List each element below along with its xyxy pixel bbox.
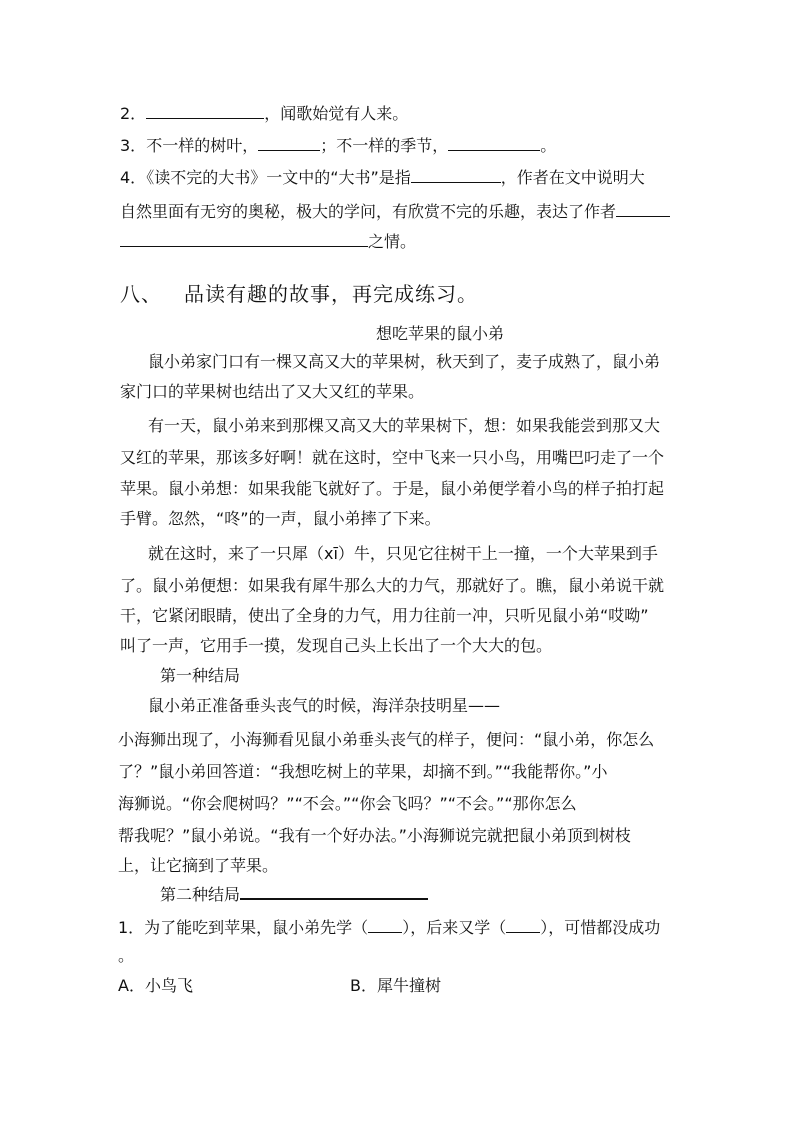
story-line: 就在这时，来了一只犀（xī）牛，只见它往树干上一撞，一个大苹果到手: [148, 544, 658, 563]
answer-blank[interactable]: [411, 164, 501, 183]
answer-blank[interactable]: [258, 132, 320, 151]
question-1-wrap: 。: [118, 946, 135, 965]
story-line: 有一天，鼠小弟来到那棵又高又大的苹果树下，想：如果我能尝到那又大: [148, 416, 661, 435]
item-text: ，闻歌始觉有人来。: [264, 104, 409, 123]
answer-blank[interactable]: [146, 100, 264, 119]
story-line: 上，让它摘到了苹果。: [118, 856, 279, 875]
item-2: [120, 100, 794, 126]
story-line: 苹果。鼠小弟想：如果我能飞就好了。于是，鼠小弟便学着小鸟的样子拍打起: [120, 479, 665, 498]
item-text: ；不一样的季节，: [320, 136, 449, 155]
story-line: 鼠小弟正准备垂头丧气的时候，海洋杂技明星——: [148, 696, 501, 715]
item-4-line3: [120, 228, 794, 254]
item-text: ，作者在文中说明大: [500, 168, 645, 187]
question-text: ），后来又学（: [402, 918, 507, 937]
item-4: [120, 164, 794, 190]
item-number: 3．: [120, 136, 147, 155]
item-number: 2．: [120, 104, 147, 123]
question-text: 1．为了能吃到苹果，鼠小弟先学（: [118, 918, 369, 937]
question-1: [118, 914, 794, 940]
story-line: 了。鼠小弟便想：如果我有犀牛那么大的力气，那就好了。瞧，鼠小弟说干就: [120, 576, 665, 595]
story-line: 帮我呢？”鼠小弟说。“我有一个好办法。”小海狮说完就把鼠小弟顶到树枝: [118, 826, 631, 845]
item-text: 之情。: [368, 232, 417, 251]
story-line: 家门口的苹果树也结出了又大又红的苹果。: [120, 382, 425, 401]
answer-blank[interactable]: [120, 228, 368, 247]
item-text: 自然里面有无穷的奥秘，极大的学问，有欣赏不完的乐趣，表达了作者: [120, 202, 617, 221]
story-line: 叫了一声，它用手一摸，发现自己头上长出了一个大大的包。: [120, 636, 553, 655]
ending2-blank[interactable]: [240, 880, 428, 900]
option-a[interactable]: A．小鸟飞: [118, 976, 193, 995]
answer-blank[interactable]: [448, 132, 540, 151]
item-3: [120, 132, 794, 158]
story-line: 又红的苹果，那该多好啊！就在这时，空中飞来一只小鸟，用嘴巴叼走了一个: [120, 448, 665, 467]
story-line: 小海狮出现了，小海狮看见鼠小弟垂头丧气的样子，便问：“鼠小弟，你怎么: [118, 730, 655, 749]
answer-blank[interactable]: [506, 914, 540, 933]
story-line: 鼠小弟家门口有一棵又高又大的苹果树，秋天到了，麦子成熟了，鼠小弟: [148, 352, 661, 371]
story-title: 想吃苹果的鼠小弟: [375, 324, 504, 343]
section-number: 八、: [120, 282, 162, 306]
item-number: 4．: [120, 168, 147, 187]
item-text: 不一样的树叶，: [146, 136, 259, 155]
item-text: 。: [540, 136, 557, 155]
question-text: ），可惜都没成功: [540, 918, 661, 937]
story-line: 了？”鼠小弟回答道：“我想吃树上的苹果，却摘不到。”“我能帮你。”小: [118, 762, 608, 781]
answer-blank[interactable]: [616, 198, 670, 217]
option-b[interactable]: B．犀牛撞树: [350, 976, 441, 995]
story-line: 手臂。忽然，“咚”的一声，鼠小弟摔了下来。: [120, 509, 441, 528]
ending1-label: 第一种结局: [160, 666, 241, 685]
section-title: 品读有趣的故事，再完成练习。: [184, 282, 478, 306]
ending2-row: [160, 880, 794, 907]
item-4-line2: [120, 198, 794, 224]
item-text: 《读不完的大书》一文中的“大书”是指: [146, 168, 411, 187]
story-line: 海狮说。“你会爬树吗？”“不会。”“你会飞吗？”“不会。”“那你怎么: [118, 794, 577, 813]
section-heading: [120, 282, 794, 306]
story-line: 干，它紧闭眼睛，使出了全身的力气，用力往前一冲，只听见鼠小弟“哎呦”: [120, 606, 649, 625]
ending2-label: 第二种结局: [160, 885, 241, 904]
answer-blank[interactable]: [368, 914, 402, 933]
